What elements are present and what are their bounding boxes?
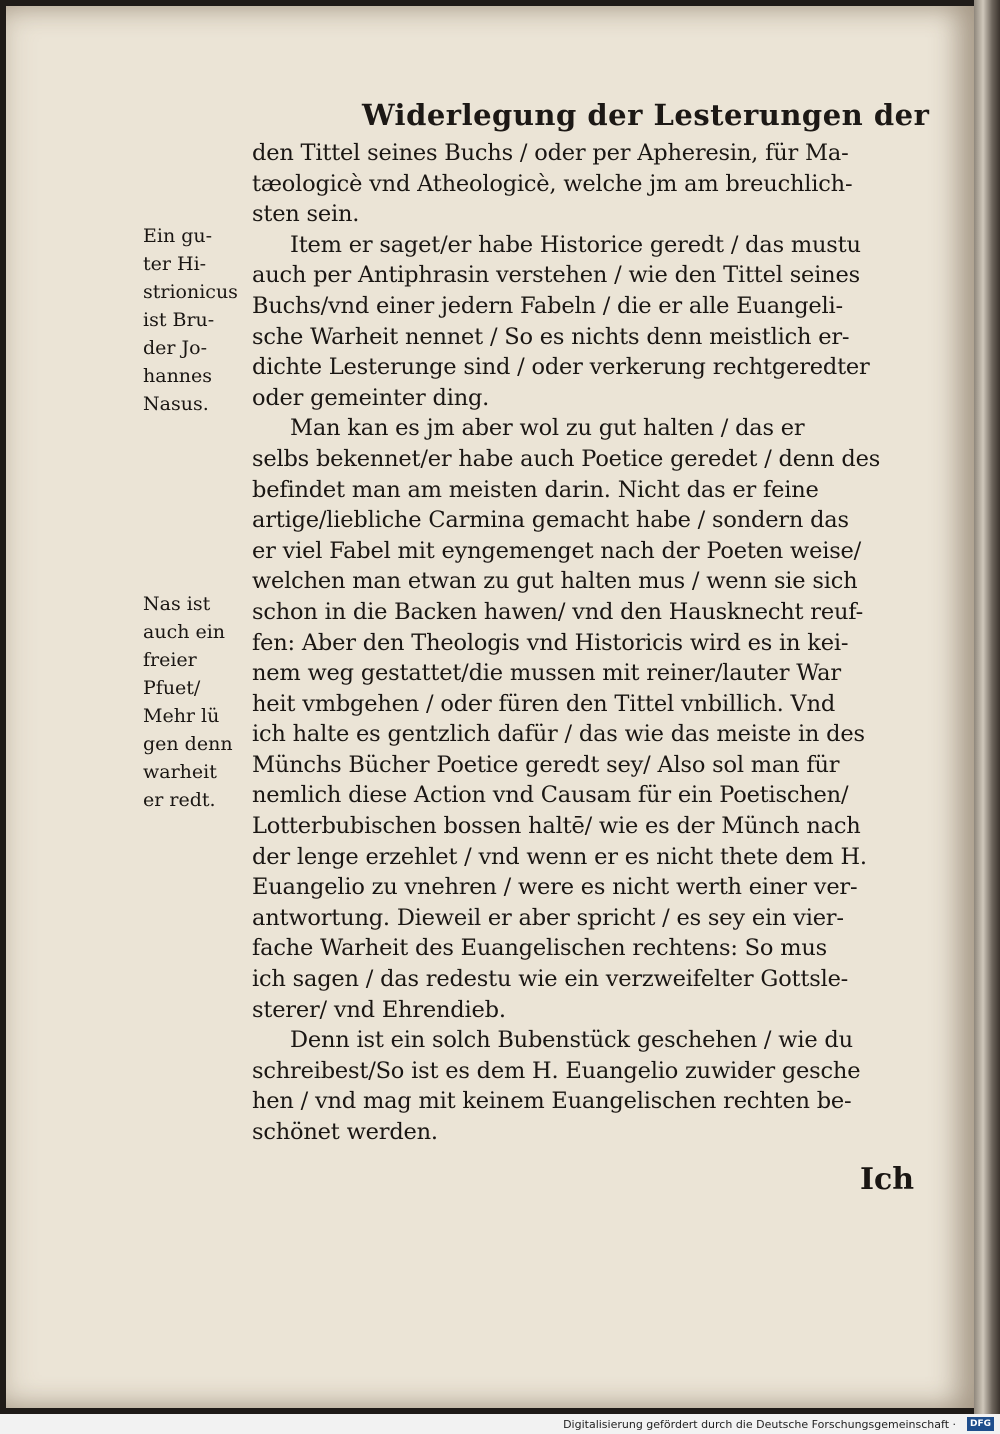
- text-line: selbs bekennet/er habe auch Poetice geredet / denn des: [252, 445, 881, 472]
- margin-note-line: Ein gu-: [143, 225, 213, 247]
- text-line: oder gemeinter ding.: [252, 384, 490, 411]
- footer-bar: [0, 1414, 1000, 1434]
- text-line: hen / vnd mag mit keinem Euangelischen rechten be-: [252, 1088, 852, 1115]
- text-line: welchen man etwan zu gut halten mus / wenn sie sich: [252, 568, 858, 595]
- margin-note-line: warheit: [143, 761, 217, 783]
- text-line: nem weg gestattet/die mussen mit reiner/lauter War: [252, 660, 841, 687]
- text-line: Denn ist ein solch Bubenstück geschehen / wie du: [290, 1027, 853, 1054]
- margin-note-line: Nas ist: [143, 593, 211, 615]
- margin-note-line: Mehr lü: [143, 705, 220, 727]
- text-line: Euangelio zu vnehren / were es nicht werth einer ver-: [252, 874, 858, 901]
- margin-note-line: freier: [143, 649, 197, 671]
- funding-credit: Digitalisierung gefördert durch die Deutsche Forschungsgemeinschaft ·: [563, 1418, 956, 1431]
- text-line: Münchs Bücher Poetice geredt sey/ Also sol man für: [252, 751, 840, 778]
- text-line: sche Warheit nennet / So es nichts denn meistlich er-: [252, 323, 850, 350]
- dfg-logo: DFG: [967, 1417, 994, 1431]
- text-line: tæologicè vnd Atheologicè, welche jm am breuchlich-: [252, 170, 853, 197]
- running-header: Widerlegung der Lesterungen der: [362, 98, 930, 132]
- text-line: dichte Lesterunge sind / oder verkerung rechtgeredter: [252, 354, 870, 381]
- margin-note-line: ter Hi-: [143, 253, 207, 275]
- text-line: Buchs/vnd einer jedern Fabeln / die er alle Euangeli-: [252, 292, 843, 319]
- text-line: der lenge erzehlet / vnd wenn er es nicht thete dem H.: [252, 843, 867, 870]
- text-line: heit vmbgehen / oder füren den Tittel vnbillich. Vnd: [252, 690, 836, 717]
- text-line: Lotterbubischen bossen haltē/ wie es der Münch nach: [252, 813, 861, 840]
- text-line: Man kan es jm aber wol zu gut halten / das er: [290, 415, 805, 442]
- margin-note-line: gen denn: [143, 733, 233, 755]
- margin-note-line: Nasus.: [143, 393, 209, 415]
- text-line: nemlich diese Action vnd Causam für ein Poetischen/: [252, 782, 849, 809]
- book-spine-edge: [974, 0, 1000, 1414]
- margin-note-line: er redt.: [143, 789, 216, 811]
- margin-note-line: der Jo-: [143, 337, 208, 359]
- text-line: auch per Antiphrasin verstehen / wie den Tittel seines: [252, 262, 860, 289]
- text-line: schreibest/So ist es dem H. Euangelio zuwider gesche: [252, 1057, 861, 1084]
- margin-note-line: auch ein: [143, 621, 226, 643]
- text-line: befindet man am meisten darin. Nicht das er feine: [252, 476, 819, 503]
- text-line: er viel Fabel mit eyngemenget nach der Poeten weise/: [252, 537, 862, 564]
- margin-note-line: Pfuet/: [143, 677, 201, 699]
- text-line: fache Warheit des Euangelischen rechtens: So mus: [252, 935, 827, 962]
- text-line: sten sein.: [252, 201, 360, 228]
- margin-note-2: [143, 590, 251, 814]
- margin-note-line: hannes: [143, 365, 213, 387]
- text-line: Item er saget/er habe Historice geredt / das mustu: [290, 231, 861, 258]
- text-line: antwortung. Dieweil er aber spricht / es sey ein vier-: [252, 904, 844, 931]
- catchword: Ich: [860, 1162, 915, 1197]
- text-line: schon in die Backen hawen/ vnd den Hausknecht reuf-: [252, 598, 863, 625]
- text-line: ich sagen / das redestu wie ein verzweifelter Gottsle-: [252, 966, 849, 993]
- text-line: ich halte es gentzlich dafür / das wie das meiste in des: [252, 721, 865, 748]
- text-line: den Tittel seines Buchs / oder per Apheresin, für Ma-: [252, 140, 849, 166]
- text-line: fen: Aber den Theologis vnd Historicis wird es in kei-: [252, 629, 849, 656]
- margin-note-line: ist Bru-: [143, 309, 215, 331]
- text-line: artige/liebliche Carmina gemacht habe / sondern das: [252, 507, 849, 534]
- margin-note-1: [143, 222, 251, 418]
- text-line: schönet werden.: [252, 1119, 438, 1145]
- margin-note-line: strionicus: [143, 281, 238, 303]
- text-line: sterer/ vnd Ehrendieb.: [252, 996, 506, 1023]
- body-text: [252, 138, 932, 1148]
